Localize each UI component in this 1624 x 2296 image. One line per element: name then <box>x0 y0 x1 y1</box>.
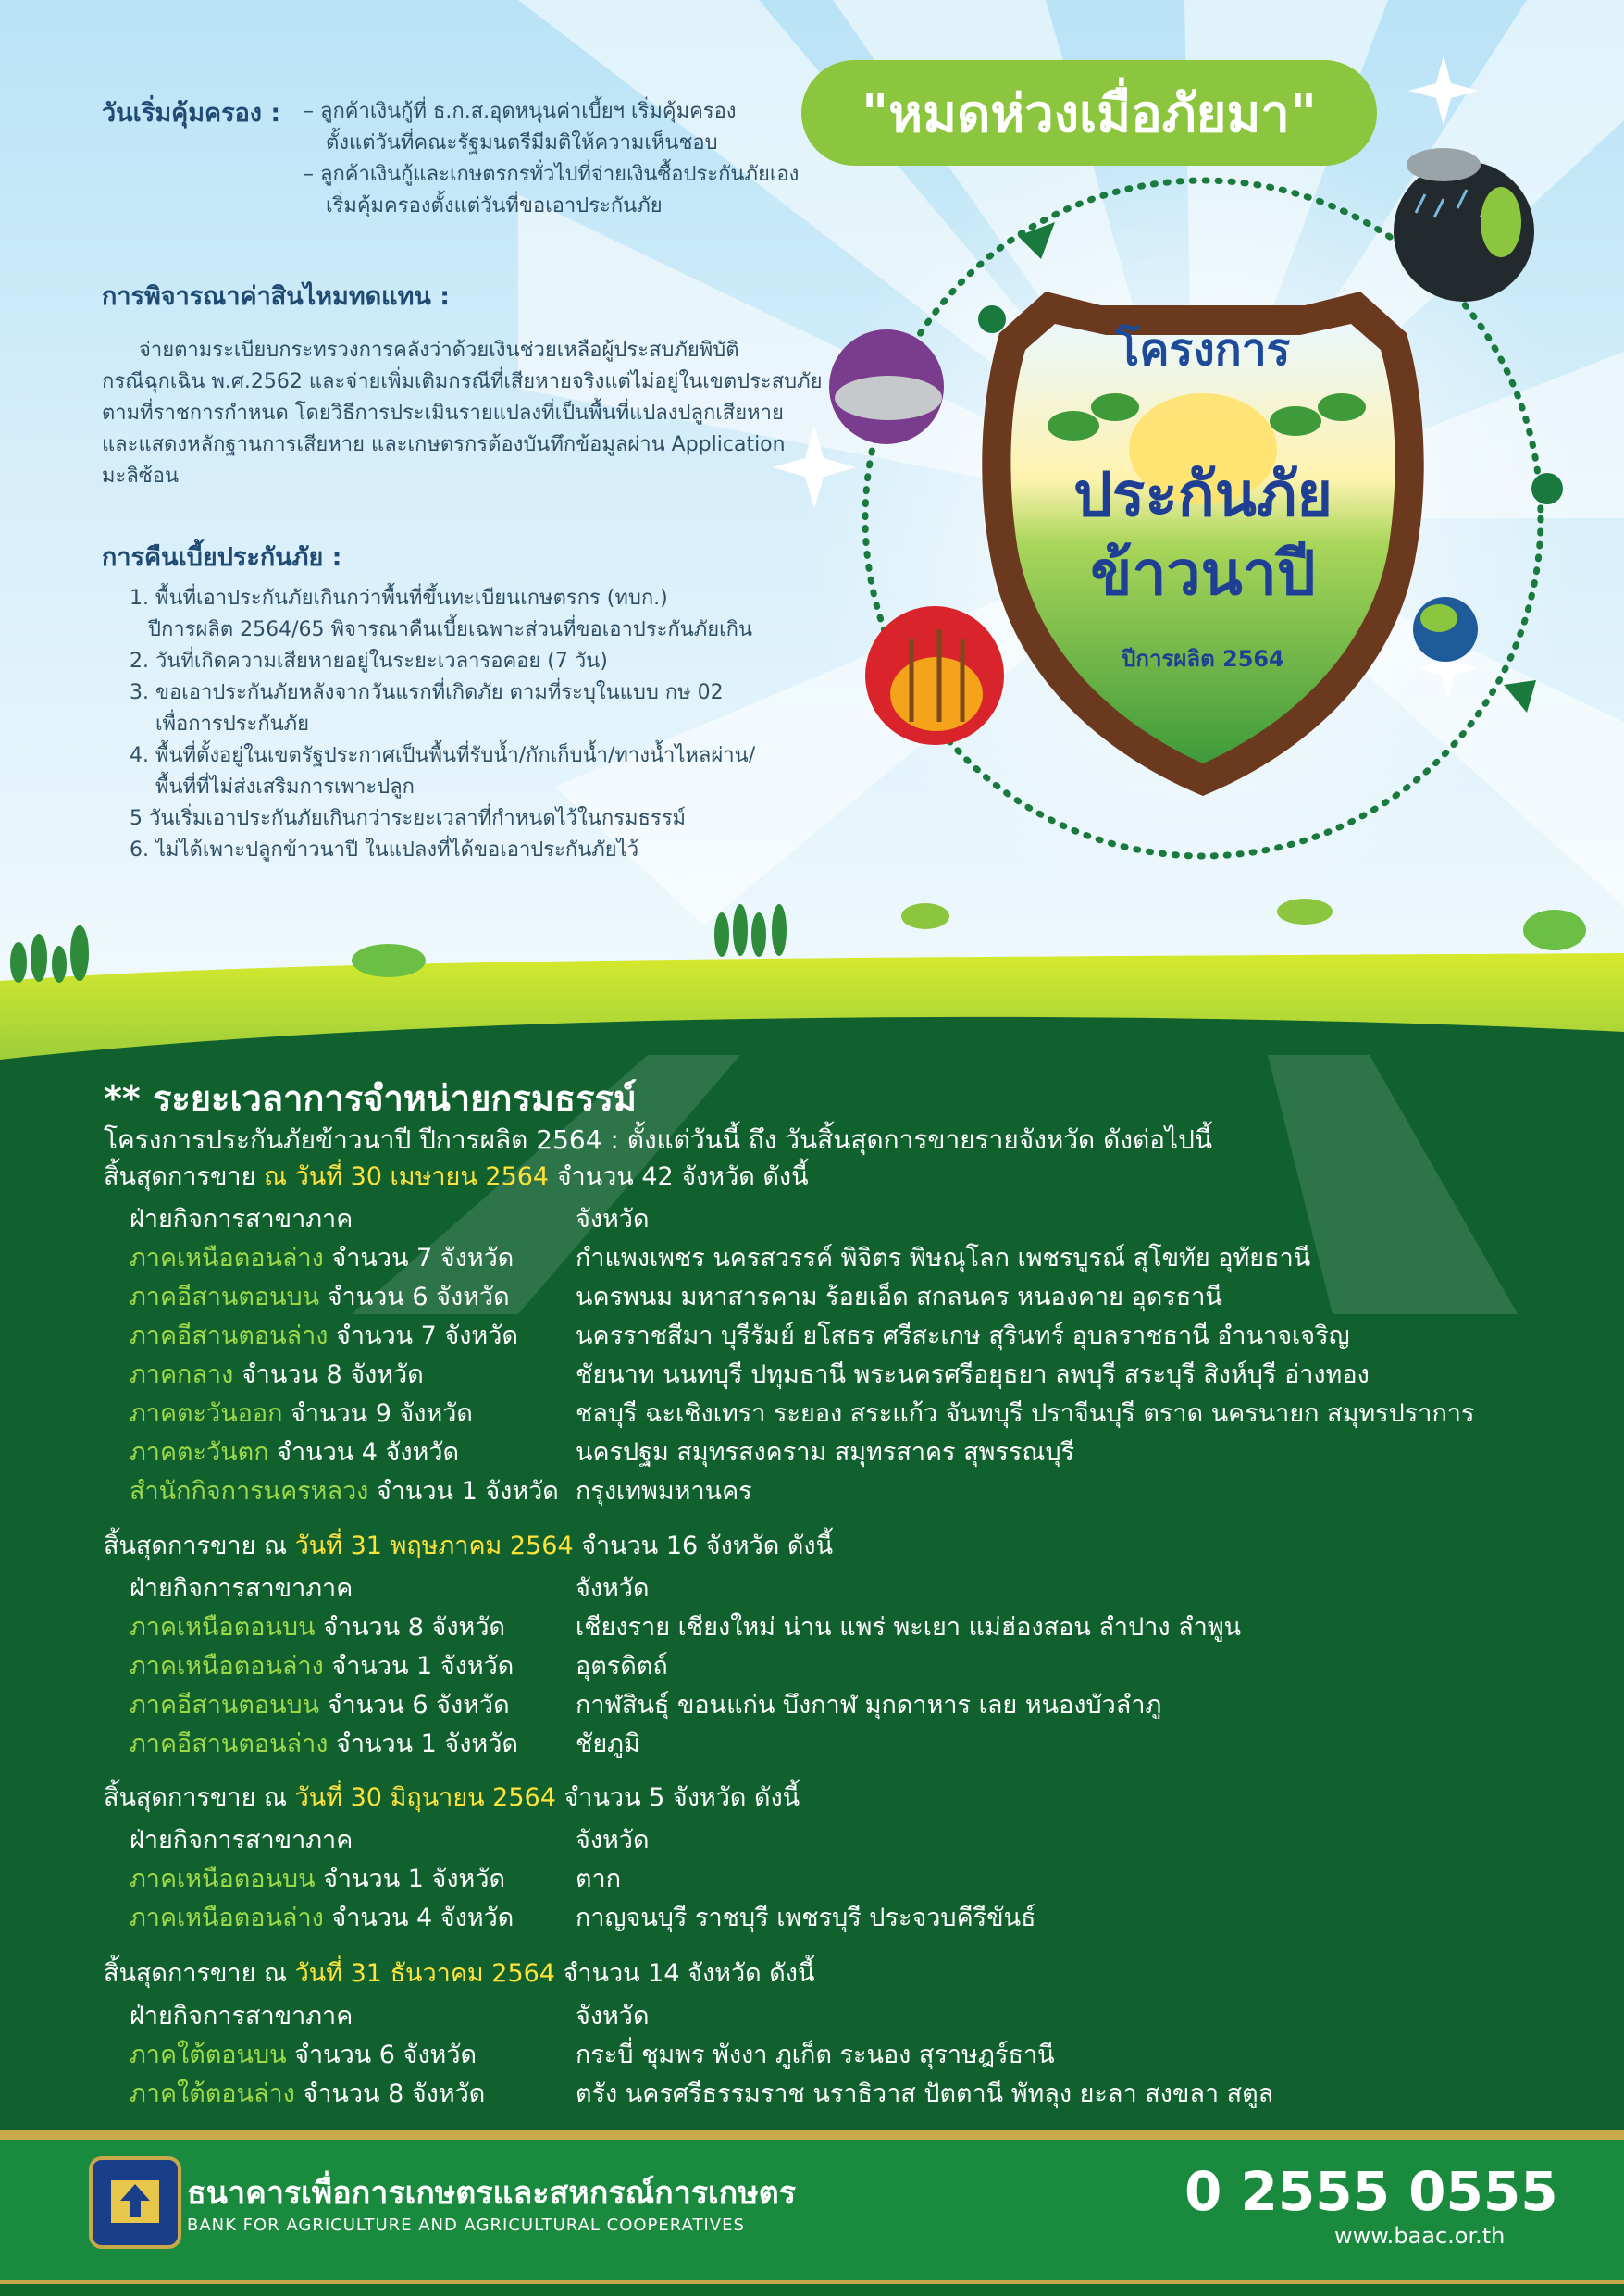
region-cell <box>130 1902 514 1935</box>
region-cell <box>130 1689 510 1722</box>
footer-bottom-band <box>0 2280 1624 2296</box>
region-count: จำนวน 7 จังหวัด <box>328 1322 518 1350</box>
refund-line: 2. วันที่เกิดความเสียหายอยู่ในระยะเวลารอคอย (7 วัน) <box>130 650 608 673</box>
column-header-province: จังหวัด <box>576 1205 650 1234</box>
refund-line: 6. ไม่ได้เพาะปลูกข้าวนาปี ในแปลงที่ได้ขอเอาประกันภัยไว้ <box>130 838 639 862</box>
region-count: จำนวน 4 จังหวัด <box>268 1438 460 1467</box>
region-count: จำนวน 6 จังหวัด <box>319 1691 510 1719</box>
region-count: จำนวน 8 จังหวัด <box>294 2079 486 2108</box>
heading-date: วันที่ 31 พฤษภาคม 2564 <box>294 1532 574 1560</box>
column-header-region: ฝ่ายกิจการสาขาภาค <box>130 1574 353 1603</box>
sales-title: ** ระยะเวลาการจำหน่ายกรมธรรม์ <box>104 1078 637 1119</box>
refund-title: การคืนเบี้ยประกันภัย : <box>102 543 342 572</box>
region-cell <box>130 1611 505 1644</box>
region-name: ภาคใต้ตอนล่าง <box>130 2079 295 2108</box>
region-count: จำนวน 7 จังหวัด <box>323 1244 514 1272</box>
heading-suffix: จำนวน 16 จังหวัด ดังนี้ <box>573 1532 834 1560</box>
column-header-province: จังหวัด <box>576 1826 650 1855</box>
province-list: ชัยนาท นนทบุรี ปทุมธานี พระนครศรีอยุธยา ลพบุรี สระบุรี สิงห์บุรี อ่างทอง <box>576 1360 1370 1389</box>
region-cell <box>130 1863 505 1896</box>
heading-suffix: จำนวน 5 จังหวัด ดังนี้ <box>555 1783 800 1812</box>
compensation-line: ตามที่ราชการกำหนด โดยวิธีการประเมินรายแปลงที่เป็นพื้นที่แปลงปลูกเสียหาย <box>102 402 784 425</box>
province-list: นครราชสีมา บุรีรัมย์ ยโสธร ศรีสะเกษ สุรินทร์ อุบลราชธานี อำนาจเจริญ <box>576 1322 1350 1350</box>
shield-year: ปีการผลิต 2564 <box>1122 646 1284 672</box>
shield-title-project: โครงการ <box>1115 324 1291 376</box>
sales-group-heading <box>104 1957 814 1991</box>
region-name: ภาคอีสานตอนบน <box>130 1283 320 1311</box>
column-header-region: ฝ่ายกิจการสาขาภาค <box>130 2002 353 2030</box>
region-name: ภาคกลาง <box>130 1360 234 1389</box>
sales-group-heading <box>104 1530 833 1563</box>
region-name: ภาคเหนือตอนบน <box>130 1613 316 1642</box>
region-count: จำนวน 8 จังหวัด <box>315 1613 506 1642</box>
bank-logo-icon <box>89 2156 181 2249</box>
compensation-line: มะลิซ้อน <box>102 465 179 488</box>
province-list: กรุงเทพมหานคร <box>576 1477 752 1506</box>
region-count: จำนวน 4 จังหวัด <box>323 1904 514 1932</box>
heading-prefix: สิ้นสุดการขาย <box>104 1162 264 1191</box>
column-header-region: ฝ่ายกิจการสาขาภาค <box>130 1205 353 1234</box>
heading-date: วันที่ 30 มิถุนายน 2564 <box>294 1783 556 1812</box>
refund-line: ปีการผลิต 2564/65 พิจารณาคืนเบี้ยเฉพาะส่วนที่ขอเอาประกันภัยเกิน <box>148 618 753 641</box>
refund-line: 3. ขอเอาประกันภัยหลังจากวันแรกที่เกิดภัย ตามที่ระบุในแบบ กษ 02 <box>130 681 724 704</box>
region-count: จำนวน 1 จังหวัด <box>368 1477 559 1506</box>
region-name: ภาคตะวันตก <box>130 1438 269 1467</box>
region-name: ภาคอีสานตอนล่าง <box>130 1730 329 1758</box>
refund-line: พื้นที่ที่ไม่ส่งเสริมการเพาะปลูก <box>155 776 415 799</box>
sales-group-heading <box>104 1160 809 1194</box>
region-count: จำนวน 1 จังหวัด <box>315 1865 506 1893</box>
refund-line: เพื่อการประกันภัย <box>155 713 310 736</box>
province-list: เชียงราย เชียงใหม่ น่าน แพร่ พะเยา แม่ฮ่องสอน ลำปาง ลำพูน <box>576 1613 1242 1642</box>
province-list: กาญจนบุรี ราชบุรี เพชรบุรี ประจวบคีรีขันธ์ <box>576 1904 1036 1932</box>
bank-name-en: BANK FOR AGRICULTURE AND AGRICULTURAL COOPERATIVES <box>187 2215 745 2235</box>
province-list: นครพนม มหาสารคาม ร้อยเอ็ด สกลนคร หนองคาย อุดรธานี <box>576 1283 1222 1311</box>
heading-date: ณ วันที่ 30 เมษายน 2564 <box>263 1162 550 1191</box>
province-list: กาฬสินธุ์ ขอนแก่น บึงกาฬ มุกดาหาร เลย หนองบัวลำภู <box>576 1691 1162 1719</box>
heading-suffix: จำนวน 14 จังหวัด ดังนี้ <box>554 1959 815 1988</box>
region-cell <box>130 1359 424 1392</box>
province-list: ตาก <box>576 1865 622 1893</box>
province-list: นครปฐม สมุทรสงคราม สมุทรสาคร สุพรรณบุรี <box>576 1438 1075 1467</box>
province-list: กระบี่ ชุมพร พังงา ภูเก็ต ระนอง สุราษฎร์ธานี <box>576 2041 1055 2069</box>
region-count: จำนวน 1 จังหวัด <box>323 1652 514 1681</box>
coverage-label: วันเริ่มคุ้มครอง : <box>102 99 281 128</box>
heading-prefix: สิ้นสุดการขาย ณ <box>104 1783 295 1812</box>
region-cell <box>130 1281 510 1314</box>
province-list: อุตรดิตถ์ <box>576 1652 668 1681</box>
region-name: ภาคเหนือตอนล่าง <box>130 1652 324 1681</box>
region-name: ภาคเหนือตอนล่าง <box>130 1244 324 1272</box>
heading-prefix: สิ้นสุดการขาย ณ <box>104 1532 295 1560</box>
region-cell <box>130 1728 518 1761</box>
coverage-item: ตั้งแต่วันที่คณะรัฐมนตรีมีมติให้ความเห็นชอบ <box>326 131 718 155</box>
refund-line: 5 วันเริ่มเอาประกันภัยเกินกว่าระยะเวลาที่กำหนดไว้ในกรมธรรม์ <box>130 807 687 830</box>
footer-top-band <box>0 2130 1624 2140</box>
phone-number[interactable]: 0 2555 0555 <box>1184 2160 1558 2223</box>
compensation-line: และแสดงหลักฐานการเสียหาย และเกษตรกรต้องบันทึกข้อมูลผ่าน Application <box>102 433 786 456</box>
region-count: จำนวน 9 จังหวัด <box>282 1399 473 1428</box>
region-count: จำนวน 6 จังหวัด <box>286 2041 477 2069</box>
footer <box>0 2130 1624 2296</box>
region-cell <box>130 1397 473 1431</box>
region-cell <box>130 2078 485 2111</box>
column-header-province: จังหวัด <box>576 2002 650 2030</box>
region-name: ภาคใต้ตอนบน <box>130 2041 287 2069</box>
region-name: ภาคอีสานตอนล่าง <box>130 1322 329 1350</box>
sales-subtitle: โครงการประกันภัยข้าวนาปี ปีการผลิต 2564 : ตั้งแต่วันนี้ ถึง วันสิ้นสุดการขายรายจังหวัด ดังต่อไปนี้ <box>104 1124 1212 1155</box>
shield-title-rice: ข้าวนาปี <box>1090 538 1316 609</box>
compensation-line: กรณีฉุกเฉิน พ.ศ.2562 และจ่ายเพิ่มเติมกรณีที่เสียหายจริงแต่ไม่อยู่ในเขตประสบภัย <box>102 370 823 393</box>
column-header-province: จังหวัด <box>576 1574 650 1603</box>
region-cell <box>130 1436 459 1470</box>
bank-name-th: ธนาคารเพื่อการเกษตรและสหกรณ์การเกษตร <box>187 2175 797 2212</box>
compensation-title: การพิจารณาค่าสินไหมทดแทน : <box>102 282 451 311</box>
shield-title-insurance: ประกันภัย <box>1072 459 1333 530</box>
coverage-item: เริ่มคุ้มครองตั้งแต่วันที่ขอเอาประกันภัย <box>326 194 663 217</box>
refund-line: 4. พื้นที่ตั้งอยู่ในเขตรัฐประกาศเป็นพื้นที่รับน้ำ/กักเก็บน้ำ/ทางน้ำไหลผ่าน/ <box>130 744 756 767</box>
heading-date: วันที่ 31 ธันวาคม 2564 <box>294 1959 555 1988</box>
province-list: ชัยภูมิ <box>576 1730 640 1758</box>
refund-line: 1. พื้นที่เอาประกันภัยเกินกว่าพื้นที่ขึ้นทะเบียนเกษตรกร (ทบก.) <box>130 587 668 610</box>
sales-group-heading <box>104 1781 800 1815</box>
slogan-banner: "หมดห่วงเมื่อภัยมา" <box>801 60 1377 166</box>
province-list: ตรัง นครศรีธรรมราช นราธิวาส ปัตตานี พัทลุง ยะลา สงขลา สตูล <box>576 2079 1274 2108</box>
coverage-item: – ลูกค้าเงินกู้และเกษตรกรทั่วไปที่จ่ายเงินซื้อประกันภัยเอง <box>304 163 800 186</box>
region-cell <box>130 1650 514 1683</box>
region-name: ภาคเหนือตอนล่าง <box>130 1904 324 1932</box>
region-cell <box>130 2039 477 2072</box>
region-count: จำนวน 1 จังหวัด <box>328 1730 518 1758</box>
compensation-line: จ่ายตามระเบียบกระทรวงการคลังว่าด้วยเงินช่วยเหลือผู้ประสบภัยพิบัติ <box>139 339 739 362</box>
region-cell <box>130 1242 514 1275</box>
region-cell <box>130 1475 559 1508</box>
region-name: ภาคตะวันออก <box>130 1399 283 1428</box>
coverage-item: – ลูกค้าเงินกู้ที่ ธ.ก.ส.อุดหนุนค่าเบี้ยฯ เริ่มคุ้มครอง <box>304 100 737 123</box>
region-count: จำนวน 6 จังหวัด <box>319 1283 510 1311</box>
region-cell <box>130 1320 518 1353</box>
heading-suffix: จำนวน 42 จังหวัด ดังนี้ <box>549 1162 809 1191</box>
column-header-region: ฝ่ายกิจการสาขาภาค <box>130 1826 353 1855</box>
heading-prefix: สิ้นสุดการขาย ณ <box>104 1959 295 1988</box>
region-name: ภาคเหนือตอนบน <box>130 1865 316 1893</box>
region-name: สำนักกิจการนครหลวง <box>130 1477 369 1506</box>
region-count: จำนวน 8 จังหวัด <box>233 1360 424 1389</box>
province-list: กำแพงเพชร นครสวรรค์ พิจิตร พิษณุโลก เพชรบูรณ์ สุโขทัย อุทัยธานี <box>576 1244 1311 1272</box>
province-list: ชลบุรี ฉะเชิงเทรา ระยอง สระแก้ว จันทบุรี ปราจีนบุรี ตราด นครนายก สมุทรปราการ <box>576 1399 1475 1428</box>
website-link[interactable]: www.baac.or.th <box>1334 2223 1506 2249</box>
region-name: ภาคอีสานตอนบน <box>130 1691 320 1719</box>
